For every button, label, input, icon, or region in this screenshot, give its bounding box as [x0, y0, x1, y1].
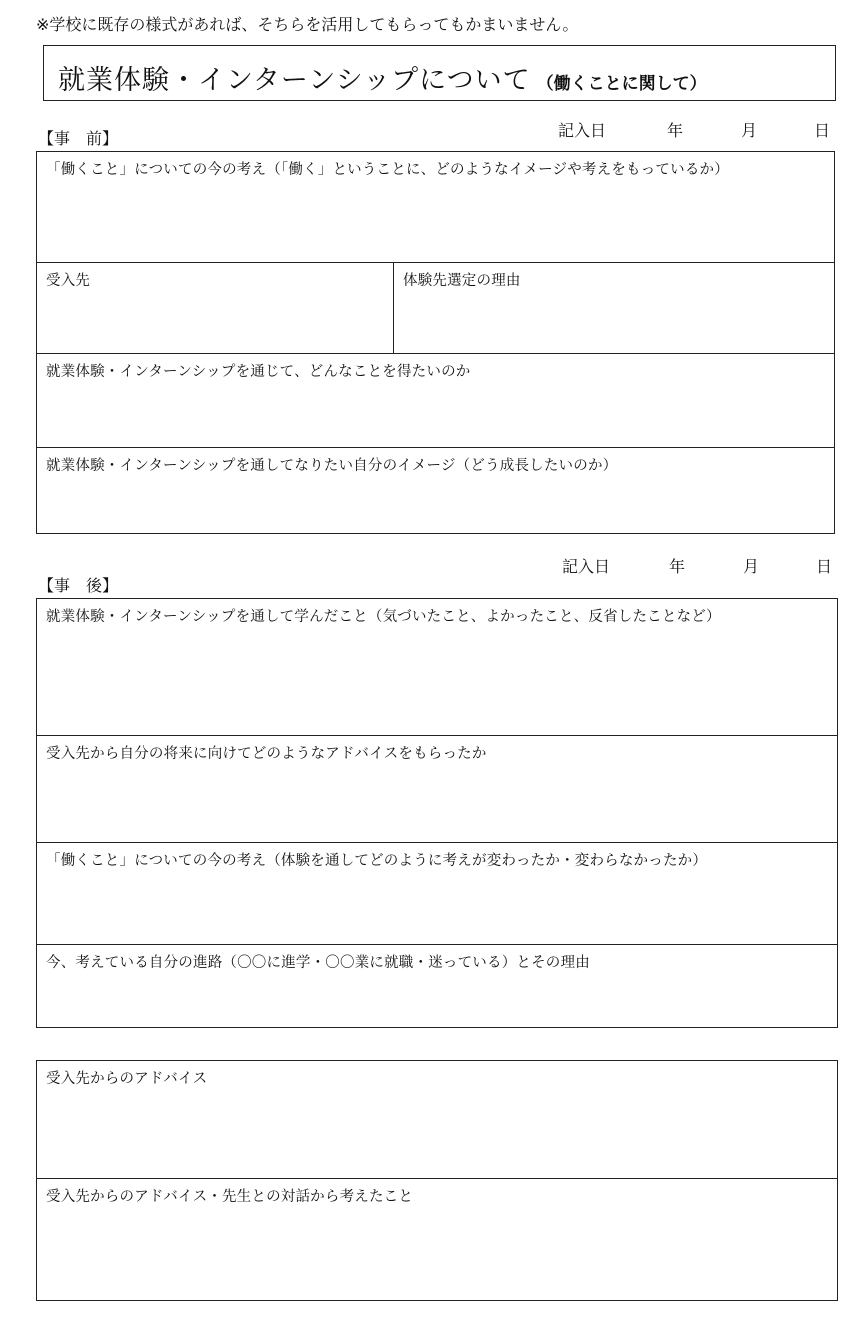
usage-note: ※学校に既存の様式があれば、そちらを活用してもらってもかまいません。 — [36, 15, 579, 34]
reflection-label: 受入先からのアドバイス・先生との対話から考えたこと — [46, 1189, 414, 1205]
before-host-field[interactable] — [37, 263, 393, 353]
before-form-table — [36, 151, 835, 534]
reflection-field[interactable] — [37, 1178, 837, 1300]
before-current-thoughts-field[interactable] — [37, 152, 834, 262]
after-date-year: 年 — [669, 557, 686, 576]
before-ideal-self-field[interactable] — [37, 447, 834, 533]
after-learned-label: 就業体験・インターンシップを通して学んだこと（気づいたこと、よかったこと、反省したことなど） — [46, 609, 721, 625]
before-current-thoughts-label: 「働くこと」についての今の考え（「働く」ということに、どのようなイメージや考えをもっているか） — [46, 162, 729, 178]
advice-form-table — [36, 1060, 838, 1301]
after-career-path-field[interactable] — [37, 944, 837, 1027]
after-date-month: 月 — [743, 557, 760, 576]
before-host-label: 受入先 — [46, 273, 91, 289]
page-title-sub: （働くことに関して） — [536, 74, 707, 94]
page-title — [58, 58, 707, 97]
before-date-label: 記入日 — [558, 121, 607, 140]
after-advice-future-label: 受入先から自分の将来に向けてどのようなアドバイスをもらったか — [46, 746, 487, 762]
after-heading: 【事 後】 — [38, 576, 119, 595]
host-advice-label: 受入先からのアドバイス — [46, 1071, 208, 1087]
after-learned-field[interactable] — [37, 599, 837, 735]
page-title-main: 就業体験・インターンシップについて — [58, 65, 531, 96]
before-gain-field[interactable] — [37, 353, 834, 447]
after-date-label: 記入日 — [562, 557, 611, 576]
before-reason-label: 体験先選定の理由 — [403, 273, 521, 289]
before-date-row — [0, 118, 868, 138]
before-gain-label: 就業体験・インターンシップを通じて、どんなことを得たいのか — [46, 364, 471, 380]
after-current-thoughts-field[interactable] — [37, 842, 837, 944]
host-advice-field[interactable] — [37, 1061, 837, 1178]
before-reason-field[interactable] — [394, 263, 834, 353]
before-date-month: 月 — [741, 121, 758, 140]
before-date-year: 年 — [667, 121, 684, 140]
before-host-row — [37, 262, 834, 353]
before-ideal-self-label: 就業体験・インターンシップを通してなりたい自分のイメージ（どう成長したいのか） — [46, 458, 618, 474]
before-heading: 【事 前】 — [38, 129, 119, 148]
after-advice-future-field[interactable] — [37, 735, 837, 842]
after-current-thoughts-label: 「働くこと」についての今の考え（体験を通してどのように考えが変わったか・変わらなかったか） — [46, 853, 708, 869]
after-date-day: 日 — [816, 557, 833, 576]
after-form-table — [36, 598, 838, 1028]
before-date-day: 日 — [814, 121, 831, 140]
title-box — [43, 45, 836, 101]
after-date-row — [0, 554, 868, 574]
after-career-path-label: 今、考えている自分の進路（〇〇に進学・〇〇業に就職・迷っている）とその理由 — [46, 955, 590, 971]
